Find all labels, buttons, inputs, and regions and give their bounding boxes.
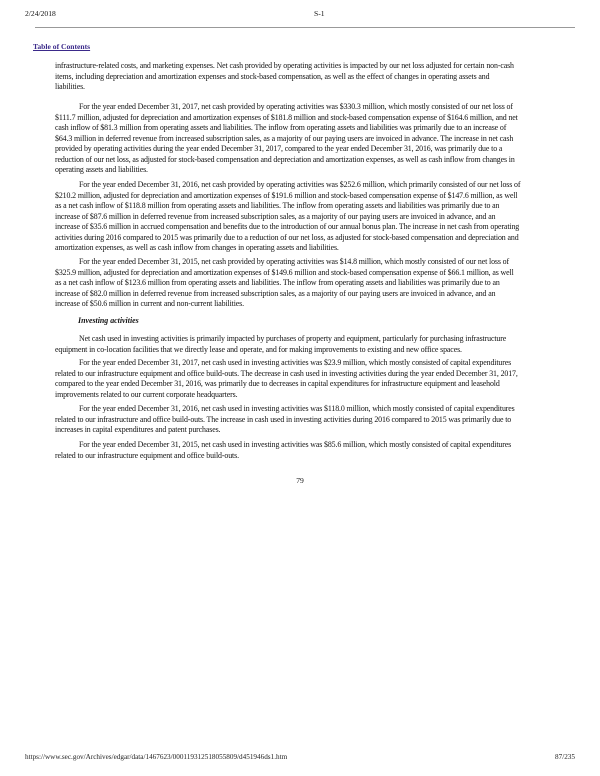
body-paragraph bbox=[55, 102, 575, 176]
paragraph-line: reduction of our net loss, as adjusted for stock-based compensation and depreciation and amortization expenses, as well as cash inflow from changes in bbox=[55, 154, 515, 164]
paragraph-line: related to our infrastructure and office build-outs. The increase in cash used in investing activities during 2016 compared to 2015 was primarily due to bbox=[55, 414, 512, 424]
body-paragraph bbox=[55, 257, 575, 310]
header-divider bbox=[35, 27, 575, 28]
paragraph-line: activities during 2016 compared to 2015 was primarily due to a reduction of our net loss, as adjusted for stock-based compensation and depreciation and bbox=[55, 232, 519, 242]
paragraph-line: increase of $82.0 million in deferred revenue from increased subscription sales, as a majority of our paying users are invoiced in advance, and an bbox=[55, 288, 496, 298]
paragraph-line: For the year ended December 31, 2017, net cash provided by operating activities was $330.3 million, which mostly consisted of our net loss of bbox=[79, 102, 513, 111]
paragraph-line: increase of $35.6 million in accrued compensation and benefits due to the introduction of our annual bonus plan. The increase in net cash from operating bbox=[55, 222, 520, 231]
page-number: 79 bbox=[296, 476, 304, 485]
footer-page-count: 87/235 bbox=[555, 753, 575, 761]
footer-url: https://www.sec.gov/Archives/edgar/data/1467623/000119312518055809/d451946ds1.htm bbox=[25, 753, 288, 761]
section-heading-investing: Investing activities bbox=[78, 316, 139, 325]
paragraph-line: $111.7 million, adjusted for depreciation and amortization expenses of $181.8 million and stock-based compensation expense of $164.6 million, and net bbox=[55, 112, 518, 122]
paragraph-line: infrastructure-related costs, and marketing expenses. Net cash provided by operating activities is impacted by our net loss adjusted for certain non-cash bbox=[55, 61, 514, 70]
paragraph-line: equipment in co-location facilities that we directly lease and operate, and for making improvements to existing and new office spaces. bbox=[55, 344, 462, 354]
paragraph-line: $210.2 million, adjusted for depreciation and amortization expenses of $191.6 million and stock-based compensation expense of $147.6 million, as well bbox=[55, 190, 518, 200]
paragraph-line: as a net cash inflow of $123.6 million from operating assets and liabilities. The inflow from operating assets and liabilities was primarily due to an bbox=[55, 278, 500, 287]
paragraph-line: $64.3 million in deferred revenue from increased subscription sales, as a majority of our paying users are invoiced in advance. The increase in net cash bbox=[55, 133, 514, 143]
table-of-contents-link[interactable]: Table of Contents bbox=[33, 42, 91, 51]
paragraph-line: improvements related to our current corporate headquarters. bbox=[55, 389, 238, 399]
body-paragraph bbox=[55, 61, 575, 93]
paragraph-line: increase of $50.6 million in current and non-current liabilities. bbox=[55, 299, 244, 308]
paragraph-line: increases in capital expenditures and patent purchases. bbox=[55, 425, 221, 434]
document-title: S-1 bbox=[314, 9, 325, 18]
paragraph-line: as a net cash inflow of $118.8 million from operating assets and liabilities. The inflow from operating assets and liabilities was primarily due to an bbox=[55, 201, 500, 210]
body-paragraph bbox=[55, 180, 575, 254]
body-paragraph bbox=[55, 358, 575, 400]
body-paragraph bbox=[55, 440, 575, 461]
paragraph-line: provided by operating activities during the year ended December 31, 2017, compared to the year ended December 31, 2016, was primarily due to a bbox=[55, 144, 503, 153]
paragraph-line: related to our infrastructure equipment and office build-outs. The decrease in cash used in investing activities during the year ended December 31, 2017, bbox=[55, 368, 518, 378]
paragraph-line: items, including depreciation and amortization expenses and stock-based compensation, as well as the effect of changes in operating assets and bbox=[55, 71, 490, 81]
body-paragraph bbox=[55, 404, 575, 436]
paragraph-line: increase of $87.6 million in deferred revenue from increased subscription sales, as a majority of our paying users are invoiced in advance, and an bbox=[55, 211, 496, 221]
paragraph-line: operating assets and liabilities. bbox=[55, 165, 148, 174]
paragraph-line: cash inflow of $81.3 million from operating assets and liabilities. The inflow from operating assets and liabilities was primarily due to an increase of bbox=[55, 123, 507, 132]
paragraph-line: $325.9 million, adjusted for depreciation and amortization expenses of $149.6 million and stock-based compensation expense of $66.1 million, as well bbox=[55, 267, 514, 277]
paragraph-line: compared to the year ended December 31, 2016, was primarily due to decreases in capital expenditures for infrastructure equipment and leasehold bbox=[55, 379, 500, 388]
paragraph-line: liabilities. bbox=[55, 82, 85, 91]
body-paragraph bbox=[55, 334, 575, 355]
paragraph-line: For the year ended December 31, 2016, net cash used in investing activities was $118.0 million, which mostly consisted of capital expenditures bbox=[79, 404, 515, 413]
paragraph-line: related to our infrastructure equipment and office build-outs. bbox=[55, 450, 239, 460]
print-date: 2/24/2018 bbox=[25, 9, 56, 18]
paragraph-line: amortization expenses, as well as cash inflow from changes in operating assets and liabilities. bbox=[55, 243, 339, 252]
paragraph-line: For the year ended December 31, 2015, net cash used in investing activities was $85.6 million, which mostly consisted of capital expenditures bbox=[79, 440, 512, 449]
paragraph-line: For the year ended December 31, 2015, net cash provided by operating activities was $14.8 million, which mostly consisted of our net loss of bbox=[79, 257, 510, 266]
paragraph-line: For the year ended December 31, 2016, net cash provided by operating activities was $252.6 million, which primarily consisted of our net loss of bbox=[79, 180, 521, 189]
paragraph-line: Net cash used in investing activities is primarily impacted by purchases of property and equipment, particularly for purchasing infrastructure bbox=[79, 334, 507, 343]
paragraph-line: For the year ended December 31, 2017, net cash used in investing activities was $23.9 million, which mostly consisted of capital expenditures bbox=[79, 358, 512, 367]
